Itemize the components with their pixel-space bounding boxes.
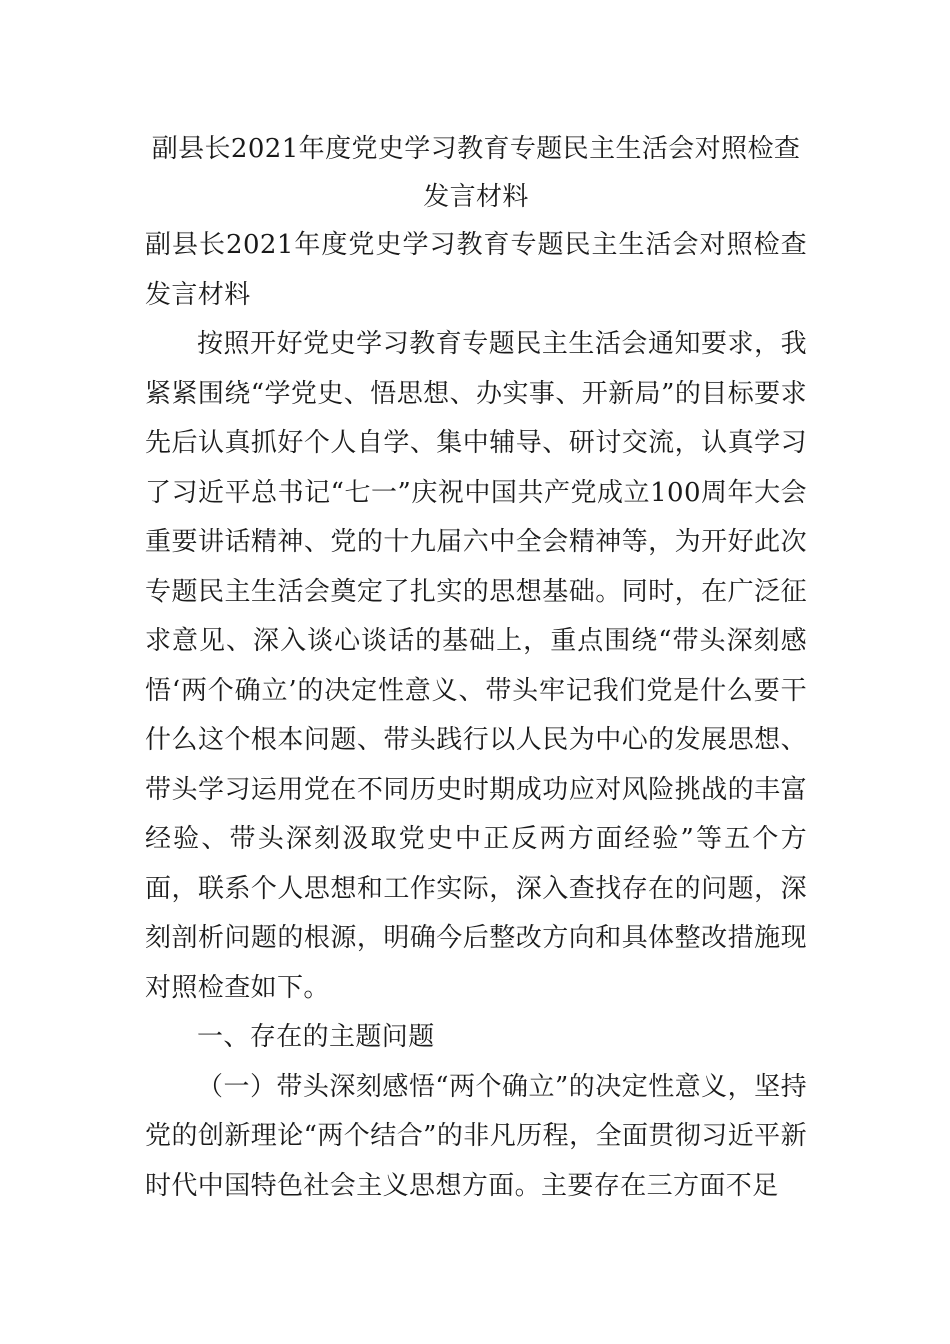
intro-paragraph: 按照开好党史学习教育专题民主生活会通知要求，我紧紧围绕“学党史、悟思想、办实事、开新局”的目标要求先后认真抓好个人自学、集中辅导、研讨交流，认真学习了习近平总书记“七一”庆祝中国共产党成立100周年大会重要讲话精神、党的十九届六中全会精神等，为开好此次专题民主生活会奠定了扎实的思想基础。同时，在广泛征求意见、深入谈心谈话的基础上，重点围绕“带头深刻感悟‘两个确立’的决定性意义、带头牢记我们党是什么要干什么这个根本问题、带头践行以人民为中心的发展思想、带头学习运用党在不同历史时期成功应对风险挑战的丰富经验、带头深刻汲取党史中正反两方面经验”等五个方面，联系个人思想和工作实际，深入查找存在的问题，深刻剖析问题的根源，明确今后整改方向和具体整改措施现对照检查如下。 bbox=[145, 329, 807, 1003]
repeated-title: 副县长2021年度党史学习教育专题民主生活会对照检查发言材料 bbox=[145, 230, 807, 310]
subsection-paragraph: （一）带头深刻感悟“两个确立”的决定性意义，坚持党的创新理论“两个结合”的非凡历程，全面贯彻习近平新时代中国特色社会主义思想方面。主要存在三方面不足 bbox=[145, 1071, 807, 1201]
section-heading: 一、存在的主题问题 bbox=[197, 1022, 435, 1052]
document-body bbox=[145, 125, 807, 1211]
document-title: 副县长2021年度党史学习教育专题民主生活会对照检查发言材料 bbox=[151, 134, 801, 212]
